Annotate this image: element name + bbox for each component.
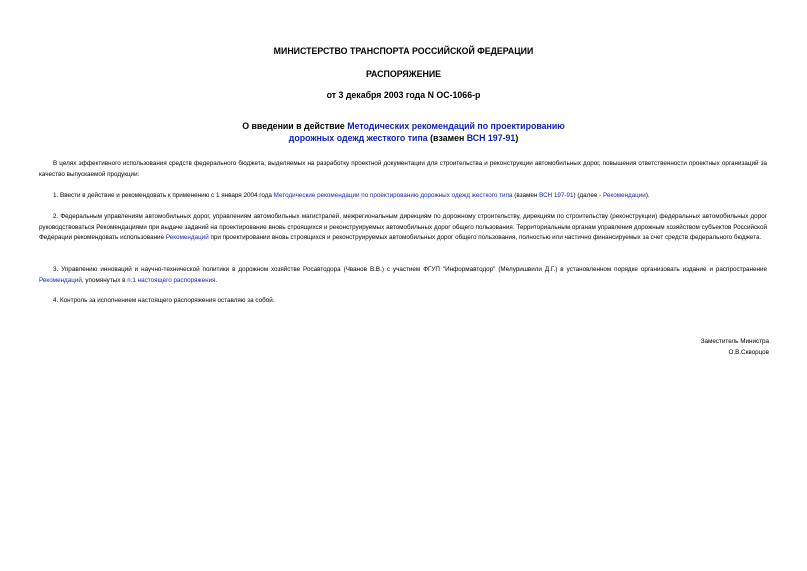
link-recommendations-p2[interactable]: Рекомендаций bbox=[165, 234, 209, 242]
paragraph-1 bbox=[39, 191, 767, 202]
link-recommendations-p3[interactable]: Рекомендаций bbox=[39, 276, 82, 284]
document-date-number: от 3 декабря 2003 года N ОС-1066-р bbox=[326, 90, 481, 100]
ministry-heading: МИНИСТЕРСТВО ТРАНСПОРТА РОССИЙСКОЙ ФЕДЕРАЦИИ bbox=[273, 46, 534, 56]
title-link-rigid-pavement[interactable]: дорожных одежд жесткого типа bbox=[288, 132, 428, 143]
paragraph-4: 4. Контроль за исполнением настоящего распоряжения оставляю за собой. bbox=[53, 297, 275, 304]
document-type-heading: РАСПОРЯЖЕНИЕ bbox=[365, 69, 442, 79]
paragraph-1-text-d: ). bbox=[645, 192, 650, 199]
link-item-1[interactable]: п.1 настоящего распоряжения bbox=[127, 276, 216, 284]
title-middle: (взамен bbox=[427, 132, 467, 143]
paragraph-3 bbox=[39, 265, 767, 286]
signature-name: О.В.Скворцов bbox=[728, 349, 769, 356]
link-methodical-recommendations[interactable]: Методические рекомендации по проектированию дорожных одежд жесткого типа bbox=[273, 192, 513, 199]
paragraph-1-text-a: 1. Ввести в действие и рекомендовать к применению с 1 января 2004 года bbox=[53, 192, 274, 199]
title-link-vsn[interactable]: ВСН 197-91 bbox=[466, 132, 516, 143]
title-suffix: ) bbox=[515, 132, 519, 143]
paragraph-2 bbox=[39, 212, 767, 244]
link-vsn-197-91[interactable]: ВСН 197-91 bbox=[539, 192, 574, 199]
link-recommendations[interactable]: Рекомендации bbox=[602, 192, 646, 199]
paragraph-1-text-b: (взамен bbox=[512, 192, 540, 199]
intro-paragraph: В целях эффективного использования средств федерального бюджета, выделяемых на разработку проектной документации для строительства и реконструкции автомобильных дорог, повышения ответственности проектных организаций за качество выпускаемой продукции: bbox=[39, 160, 767, 178]
paragraph-2-text-a: 2. Федеральным управлениям автомобильных дорог, управлениям автомобильных магистралей, межрегиональным дирекциям по дорожному строительству, дирекциям по строительству (реконструкции) федеральных автомобильных дорог руководствоваться Рекомендациями при выдаче заданий на проектирование вновь строящихся и реконструируемых автомобильных дорог общего пользования. Территориальным органам управления дорожным хозяйством субъектов Российской Федерации рекомендовать использование bbox=[39, 213, 767, 242]
paragraph-2-text-b: при проектировании вновь строящихся и реконструируемых автомобильных дорог общего пользования, полностью или частично финансируемых за счет средств федерального бюджета. bbox=[208, 234, 762, 242]
title-link-methodical-recommendations[interactable]: Методических рекомендаций по проектированию bbox=[347, 121, 565, 131]
paragraph-1-text-c: ) (далее - bbox=[573, 192, 603, 199]
signature-position: Заместитель Министра bbox=[700, 338, 769, 345]
title-prefix: О введении в действие bbox=[242, 121, 348, 131]
paragraph-3-text-a: 3. Управлению инноваций и научно-технической политики в дорожном хозяйстве Росавтодора (Чванов В.В.) с участием ФГУП "Информавтодор" (Мелуришвили Д.Г.) в установленном порядке организовать издание и распространение bbox=[53, 266, 767, 273]
paragraph-3-text-c: . bbox=[215, 276, 218, 284]
paragraph-3-text-b: , упомянутых в bbox=[81, 276, 128, 284]
document-title bbox=[0, 121, 807, 144]
